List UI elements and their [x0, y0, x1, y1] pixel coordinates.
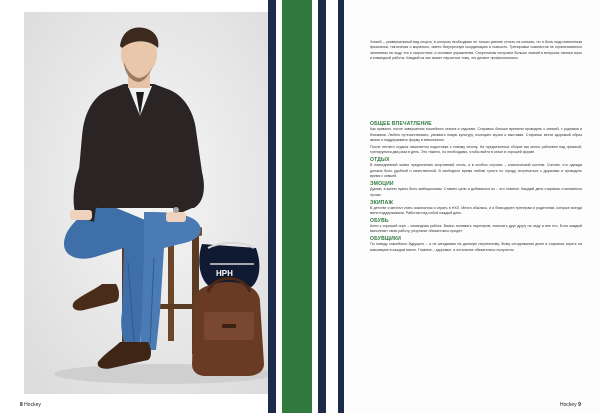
article-text-column — [370, 40, 582, 255]
page-number-right: 9 — [578, 402, 581, 408]
section-heading: ОБЩЕЕ ВПЕЧАТЛЕНИЕ — [370, 121, 432, 128]
section-paragraph: После летнего отдыха начинается подготовка к новому сезону. На предсезонных сборах мы много работаем над физикой, тренируемся два раза в день. Это тяжело, но необходимо, чтобы войти в сезон в хорошей форме. — [370, 145, 582, 155]
section-heading: ОБУВЬ — [370, 218, 389, 225]
intro-paragraph: Хоккей – универсальный вид спорта, в котором необходимо не только умение стоять на коньках, но и быть подготовленным физически, тактически и морально, иметь безупречную координацию и ловкость. Тренировки хоккеистов не ограничиваются занятиями на льду, это и скоростные, и силовые упражнения. Спортсмены получают больше знаний в вопросах тактики игры и командной работы. Каждый из нас может научиться тому, что делают профессионалы. — [370, 40, 582, 61]
section-paragraph: По поводу хоккейного будущего – я не загадываю на далекую перспективу. Живу сегодняшним днем и стараюсь играть на максимуме в каждом матче. Главное – здоровье, а остальное обязательно получится. — [370, 242, 582, 252]
section-heading: ЭМОЦИИ — [370, 181, 394, 188]
folio-right — [560, 402, 581, 408]
section-paragraph: В детстве я мечтал стать хоккеистом и играть в НХЛ. Мечта сбылась, и я благодарен тренерам и родителям, которые всегда меня поддерживали. Работаю над собой каждый день. — [370, 205, 582, 216]
folio-left — [20, 402, 41, 408]
stripe-white — [326, 0, 338, 413]
section-heading: ЭКИПАЖ — [370, 199, 394, 206]
stripe-navy — [268, 0, 276, 413]
stripe-green — [282, 0, 312, 413]
portrait-photo — [24, 12, 280, 394]
stripe-navy — [338, 0, 344, 413]
leather-bag — [192, 279, 264, 377]
section-heading: ОБУВЩИКИ — [370, 236, 402, 243]
hockey-gloves — [199, 243, 259, 288]
magazine-name-right: Hockey — [560, 402, 577, 408]
section-paragraph: Думаю, в жизни нужно быть амбициозным. Ставить цели и добиваться их – это главное. Каждый день стараюсь становиться лучше. — [370, 187, 582, 197]
section-paragraph: Как правило, после завершения хоккейного сезона я отдыхаю. Стараюсь больше времени проводить с семьей, с родными и близкими. Люблю путешествовать, узнавать новую культуру, посещать музеи и выставки. Стараюсь вести здоровый образ жизни и поддерживать форму в межсезонье. — [370, 127, 582, 143]
section-paragraph: В повседневной жизни предпочитаю спортивный стиль, а в особых случаях – классический костюм. Считаю, что одежда должна быть удобной и качественной. В свободное время люблю гулять по городу, встречаться с друзьями и проводить время с семьей. — [370, 163, 582, 179]
glove-logo: HPH — [216, 269, 233, 278]
section-paragraph: Ключ к хорошей игре – командная работа. Важно понимать партнеров, помогать друг другу на льду и вне его. Если каждый выполняет свою работу, результат обязательно придет. — [370, 224, 582, 234]
magazine-name-left: Hockey — [24, 402, 41, 408]
section-heading: ОТДЫХ — [370, 157, 390, 164]
stripe-navy — [318, 0, 326, 413]
page-number-left: 8 — [20, 402, 23, 408]
